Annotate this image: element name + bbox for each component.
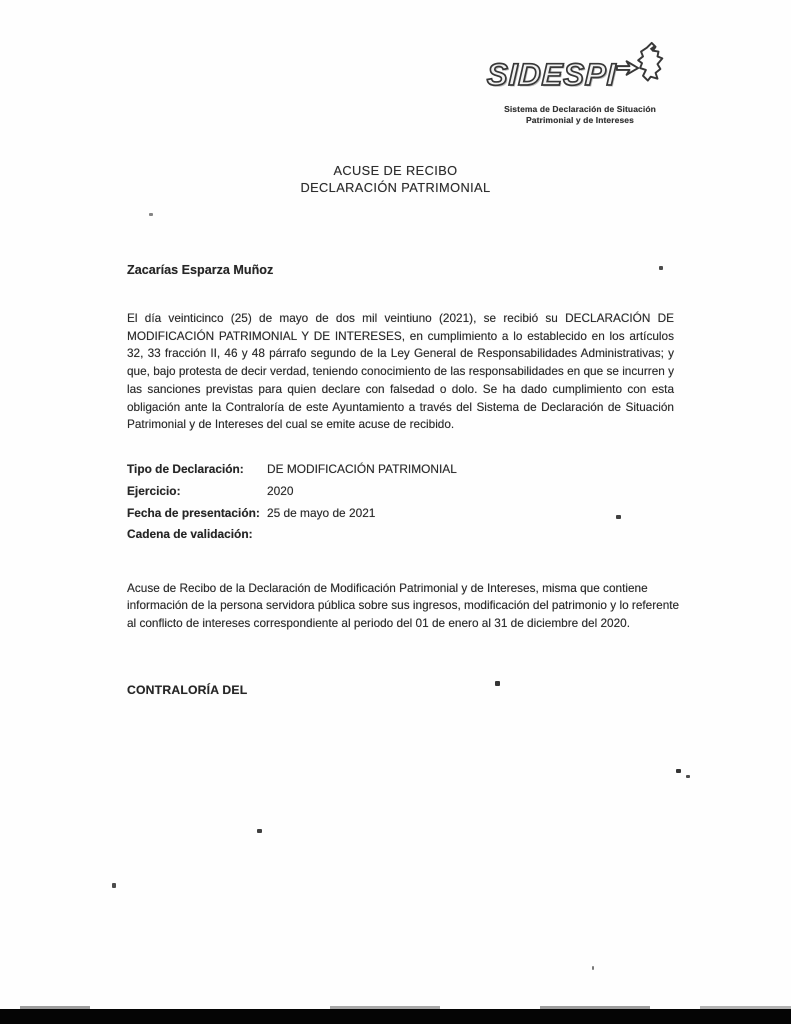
scan-speck bbox=[112, 883, 116, 888]
issuing-office-line: CONTRALORÍA DEL bbox=[127, 683, 248, 697]
detail-value: 2020 bbox=[267, 483, 294, 498]
declaration-details bbox=[127, 459, 587, 546]
summary-paragraph: Acuse de Recibo de la Declaración de Modificación Patrimonial y de Intereses, misma que contiene información de la persona servidora pública sobre sus ingresos, modificación del patrimonio y lo referente al conflicto de intereses correspondiente al periodo del 01 de enero al 31 de diciembre del 2020. bbox=[127, 581, 680, 630]
scan-speck bbox=[616, 515, 621, 519]
scan-speck bbox=[257, 829, 262, 833]
detail-row-tipo bbox=[127, 459, 587, 481]
document-title-line1: ACUSE DE RECIBO bbox=[333, 163, 458, 178]
logo-tagline-line1: Sistema de Declaración de Situación bbox=[504, 104, 656, 114]
detail-label: Cadena de validación: bbox=[127, 527, 253, 542]
document-title bbox=[0, 163, 791, 196]
sidespi-logo bbox=[487, 46, 673, 125]
recipient-name: Zacarías Esparza Muñoz bbox=[127, 263, 274, 277]
scan-speck bbox=[686, 775, 690, 778]
scan-speck bbox=[149, 213, 153, 216]
scan-speck bbox=[592, 966, 594, 970]
detail-value: 25 de mayo de 2021 bbox=[267, 505, 376, 520]
scan-speck bbox=[676, 769, 681, 773]
detail-row-ejercicio bbox=[127, 481, 587, 503]
logo-tagline bbox=[487, 104, 673, 125]
detail-row-fecha bbox=[127, 503, 587, 525]
detail-value: DE MODIFICACIÓN PATRIMONIAL bbox=[267, 462, 457, 476]
scan-speck bbox=[659, 266, 663, 270]
detail-row-cadena bbox=[127, 524, 587, 546]
detail-label: Fecha de presentación: bbox=[127, 505, 260, 520]
arrow-map-logo-icon bbox=[614, 40, 672, 103]
logo-row bbox=[487, 46, 673, 103]
detail-label: Ejercicio: bbox=[127, 483, 181, 498]
detail-label: Tipo de Declaración: bbox=[127, 462, 244, 476]
scan-speck bbox=[495, 681, 500, 686]
document-title-line2: DECLARACIÓN PATRIMONIAL bbox=[300, 179, 491, 195]
scanner-edge-band bbox=[0, 1009, 791, 1024]
body-paragraph: El día veinticinco (25) de mayo de dos mil veintiuno (2021), se recibió su DECLARACIÓN DE MODIFICACIÓN PATRIMONIAL Y DE INTERESES, en cumplimiento a lo establecido en los artículos 32, 33 fracción II, 46 y 48 párrafo segundo de la Ley General de Responsabilidades Administrativas; y que, bajo protesta de decir verdad, teniendo conocimiento de las responsabilidades en que se incurren y las sanciones previstas para quien declare con falsedad o dolo. Se ha dado cumplimiento con esta obligación ante la Contraloría de este Ayuntamiento a través del Sistema de Declaración de Situación Patrimonial y de Intereses del cual se emite acuse de recibido. bbox=[127, 311, 674, 432]
logo-tagline-line2: Patrimonial y de Intereses bbox=[526, 114, 634, 125]
logo-wordmark: SIDESPI bbox=[486, 56, 617, 92]
